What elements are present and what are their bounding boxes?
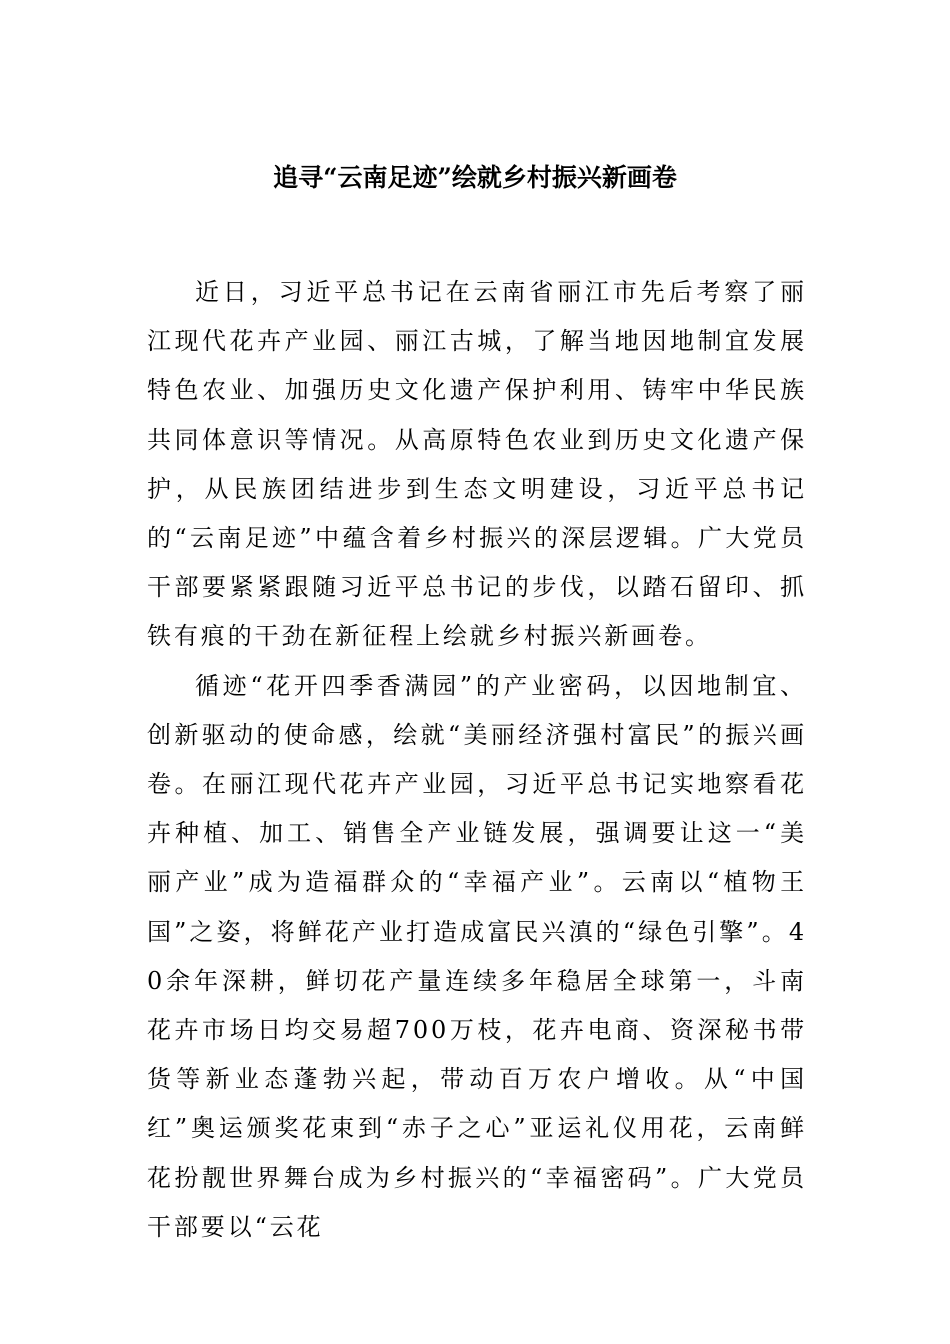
document-title: 追寻“云南足迹”绘就乡村振兴新画卷 [273,163,677,192]
document-body [147,268,807,1252]
paragraph-2: 循迹“花开四季香满园”的产业密码，以因地制宜、创新驱动的使命感，绘就“美丽经济强村富民”的振兴画卷。在丽江现代花卉产业园，习近平总书记实地察看花卉种植、加工、销售全产业链发展，强调要让这一“美丽产业”成为造福群众的“幸福产业”。云南以“植物王国”之姿，将鲜花产业打造成富民兴滇的“绿色引擎”。40余年深耕，鲜切花产量连续多年稳居全球第一，斗南花卉市场日均交易超700万枝，花卉电商、资深秘书带货等新业态蓬勃兴起，带动百万农户增收。从“中国红”奥运颁奖花束到“赤子之心”亚运礼仪用花，云南鲜花扮靓世界舞台成为乡村振兴的“幸福密码”。广大党员干部要以“云花 [147,671,807,1241]
paragraph-1: 近日，习近平总书记在云南省丽江市先后考察了丽江现代花卉产业园、丽江古城，了解当地因地制宜发展特色农业、加强历史文化遗产保护利用、铸牢中华民族共同体意识等情况。从高原特色农业到历史文化遗产保护，从民族团结进步到生态文明建设，习近平总书记的“云南足迹”中蕴含着乡村振兴的深层逻辑。广大党员干部要紧紧跟随习近平总书记的步伐，以踏石留印、抓铁有痕的干劲在新征程上绘就乡村振兴新画卷。 [147,278,807,651]
